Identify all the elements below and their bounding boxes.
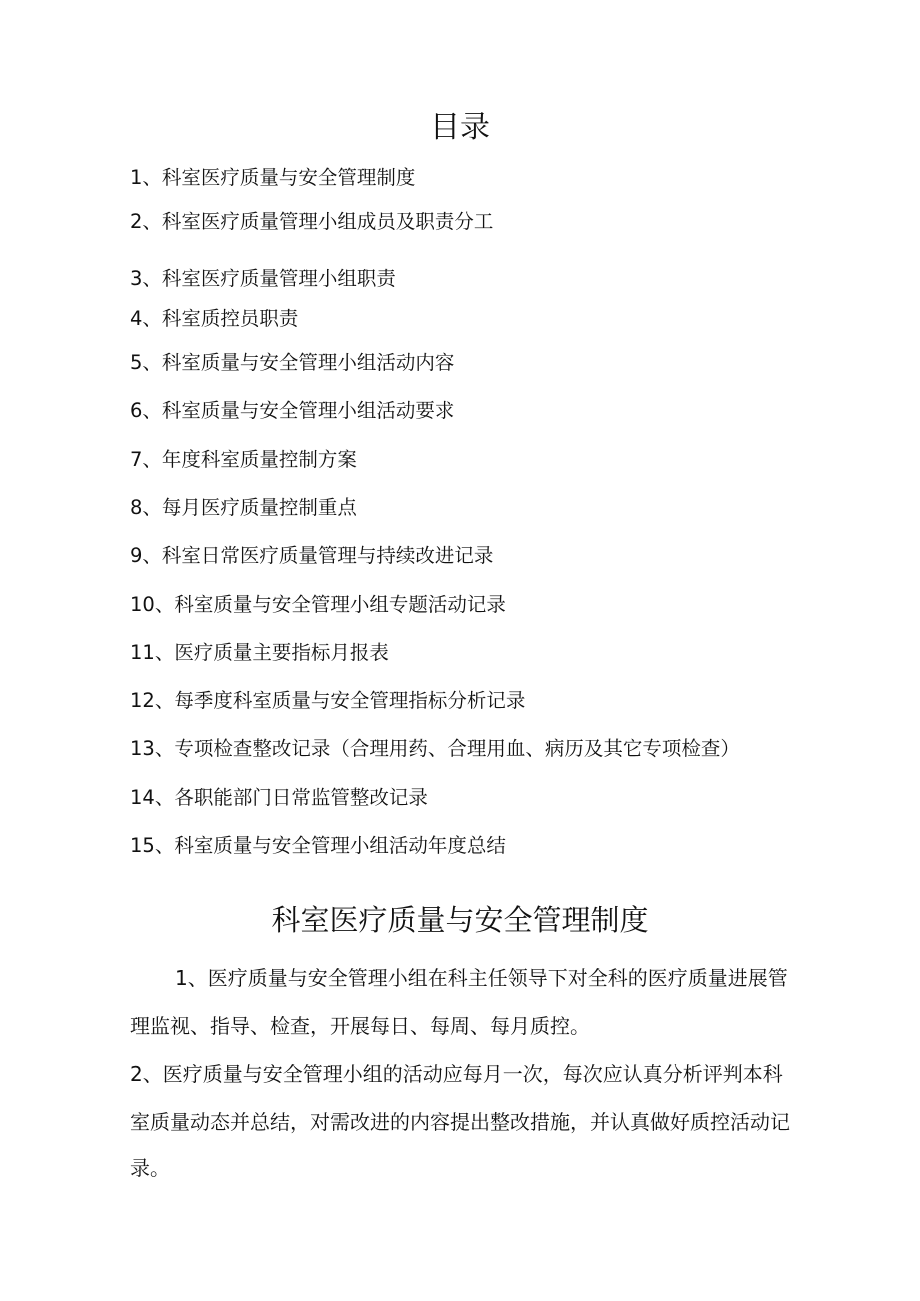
paragraph-line: 1、医疗质量与安全管理小组在科主任领导下对全科的医疗质量进展管 [175, 966, 788, 990]
toc-item: 10、科室质量与安全管理小组专题活动记录 [130, 593, 506, 616]
paragraph-line: 录。 [130, 1156, 170, 1180]
paragraph-line: 理监视、指导、检查，开展每日、每周、每月质控。 [130, 1014, 590, 1038]
toc-title: 目录 [430, 110, 490, 145]
toc-item: 1、科室医疗质量与安全管理制度 [130, 166, 416, 189]
toc-item: 4、科室质控员职责 [130, 307, 299, 330]
toc-item: 6、科室质量与安全管理小组活动要求 [130, 399, 455, 422]
section-title: 科室医疗质量与安全管理制度 [271, 903, 649, 937]
toc-item: 3、科室医疗质量管理小组职责 [130, 267, 396, 290]
paragraph-line: 2、医疗质量与安全管理小组的活动应每月一次，每次应认真分析评判本科 [130, 1062, 783, 1086]
toc-item: 2、科室医疗质量管理小组成员及职责分工 [130, 210, 494, 233]
toc-item: 7、年度科室质量控制方案 [130, 448, 357, 471]
toc-item: 15、科室质量与安全管理小组活动年度总结 [130, 834, 506, 857]
toc-item: 13、专项检查整改记录（合理用药、合理用血、病历及其它专项检查） [130, 737, 740, 760]
paragraph-line: 室质量动态并总结，对需改进的内容提出整改措施，并认真做好质控活动记 [130, 1110, 790, 1134]
toc-item: 11、医疗质量主要指标月报表 [130, 641, 389, 664]
toc-item: 9、科室日常医疗质量管理与持续改进记录 [130, 544, 494, 567]
toc-item: 8、每月医疗质量控制重点 [130, 496, 357, 519]
toc-item: 12、每季度科室质量与安全管理指标分析记录 [130, 689, 526, 712]
toc-item: 5、科室质量与安全管理小组活动内容 [130, 351, 455, 374]
toc-item: 14、各职能部门日常监管整改记录 [130, 786, 428, 809]
